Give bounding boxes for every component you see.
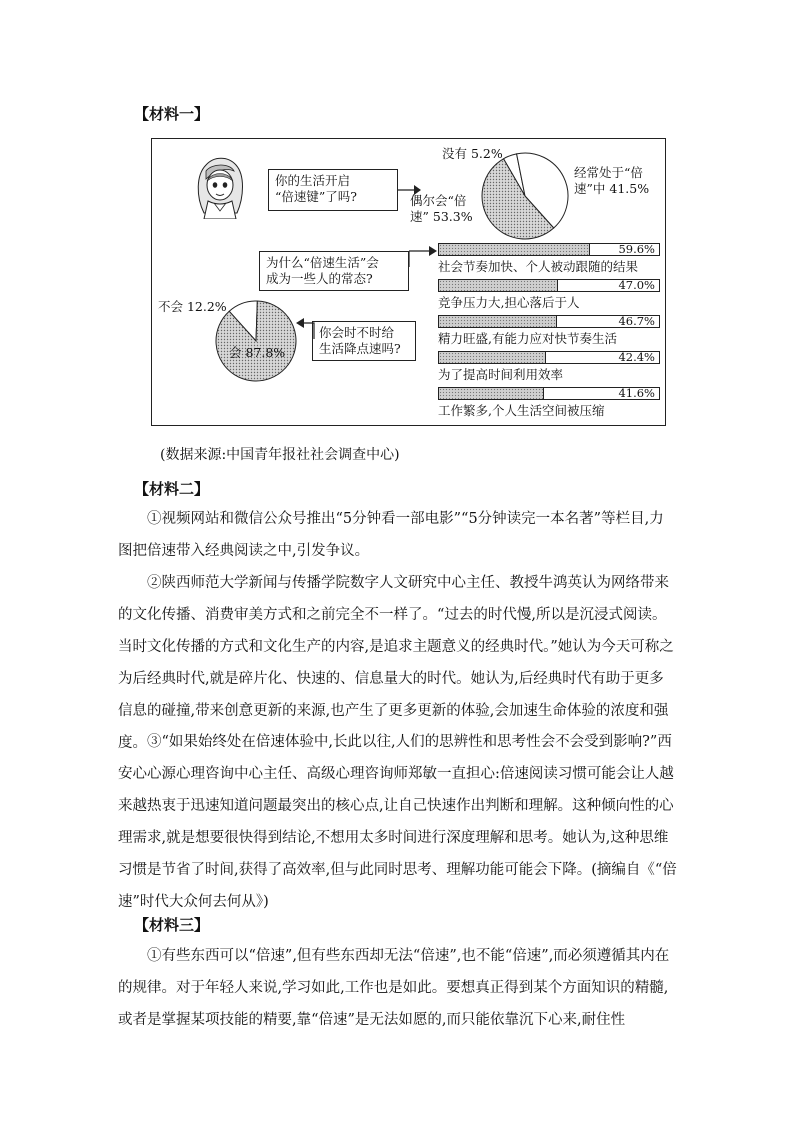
data-source: (数据来源:中国青年报社社会调查中心) [160, 447, 400, 463]
bar-fill [439, 316, 557, 327]
bar-value-label: 47.0% [618, 278, 655, 292]
bar-category-label: 精力旺盛,有能力应对快节奏生活 [438, 331, 617, 346]
bar-category-label: 社会节奏加快、个人被动跟随的结果 [438, 259, 639, 274]
pie-1-label-sometimes-line-1: 偶尔会“倍 [410, 193, 467, 208]
pie-1-label-sometimes [410, 193, 473, 225]
material-3-heading: 【材料三】 [134, 916, 210, 934]
question-3-line-2: 生活降点速吗? [319, 341, 401, 356]
question-2-line-1: 为什么“倍速生活”会 [266, 255, 379, 270]
question-2-line-2: 成为一些人的常态? [266, 271, 373, 286]
question-1-callout [268, 169, 398, 211]
bar-2 [438, 315, 660, 328]
bar-fill [439, 388, 544, 399]
pie-1-label-often-line-1: 经常处于“倍 [574, 165, 643, 180]
bar-0 [438, 243, 660, 256]
bar-value-label: 41.6% [618, 386, 655, 400]
bar-4 [438, 387, 660, 400]
material-3-paragraph-1: ①有些东西可以“倍速”,但有些东西却无法“倍速”,也不能“倍速”,而必须遵循其内在的规律。对于年轻人来说,学习如此,工作也是如此。要想真正得到某个方面知识的精髓,或者是掌握某项技能的精要,靠“倍速”是无法如愿的,而只能依靠沉下心来,耐住性 [118, 948, 670, 1028]
bar-3 [438, 351, 660, 364]
bar-value-label: 42.4% [618, 350, 655, 364]
material-2-paragraph-1: ①视频网站和微信公众号推出“5分钟看一部电影”“5分钟读完一本名著”等栏目,力图把倍速带入经典阅读之中,引发争议。 [118, 511, 664, 559]
pie-1-label-often [574, 165, 649, 197]
bar-value-label: 59.6% [618, 242, 655, 256]
question-3-line-1: 你会时不时给 [319, 325, 395, 340]
bar-category-label: 竞争压力大,担心落后于人 [438, 295, 580, 310]
material-2-paragraph-3: ③“如果始终处在倍速体验中,长此以往,人们的思辨性和思考性会不会受到影响?”西安心心源心理咨询中心主任、高级心理咨询师郑敏一直担心:倍速阅读习惯可能会让人越来越热衷于迅速知道问题最突出的核心点,让自己快速作出判断和理解。这种倾向性的心理需求,就是想要很快得到结论,不想用太多时间进行深度理解和思考。她认为,这种思维习惯是节省了时间,获得了高效率,但与此同时思考、理解功能可能会下降。(摘编自《“倍速”时代大众何去何从》) [118, 734, 677, 910]
bar-fill [439, 244, 590, 255]
question-1-line-2: “倍速键”了吗? [275, 189, 357, 204]
pie-1-label-sometimes-line-2: 速” 53.3% [410, 209, 473, 224]
bar-fill [439, 352, 546, 363]
bar-value-label: 46.7% [618, 314, 655, 328]
material-2-paragraph-2: ②陕西师范大学新闻与传播学院数字人文研究中心主任、教授牛鸿英认为网络带来的文化传播、消费审美方式和之前完全不一样了。“过去的时代慢,所以是沉浸式阅读。当时文化传播的方式和文化生产的内容,是追求主题意义的经典时代。”她认为今天可称之为后经典时代,就是碎片化、快速的、信息量大的时代。她认为,后经典时代有助于更多信息的碰撞,带来创意更新的来源,也产生了更多更新的体验,会加速生命体验的浓度和强度。 [118, 575, 674, 751]
survey-figure [151, 138, 666, 426]
girl-illustration [190, 153, 250, 219]
question-2-callout [259, 251, 409, 291]
pie-2-label-yes: 会 87.8% [229, 345, 286, 360]
material-2-heading: 【材料二】 [134, 480, 210, 498]
arrow-up-right-icon [409, 243, 439, 269]
pie-1-label-often-line-2: 速”中 41.5% [574, 181, 650, 196]
bar-1 [438, 279, 660, 292]
pie-2-label-no: 不会 12.2% [158, 299, 227, 314]
material-1-heading: 【材料一】 [134, 105, 210, 123]
bar-category-label: 为了提高时间利用效率 [438, 367, 564, 382]
pie-chart-1 [480, 151, 570, 241]
bar-category-label: 工作繁多,个人生活空间被压缩 [438, 403, 605, 418]
question-1-line-1: 你的生活开启 [275, 173, 351, 188]
arrow-left-icon [296, 309, 316, 341]
bar-fill [439, 280, 558, 291]
pie-1-label-none: 没有 5.2% [442, 146, 503, 161]
question-3-callout [312, 321, 416, 361]
